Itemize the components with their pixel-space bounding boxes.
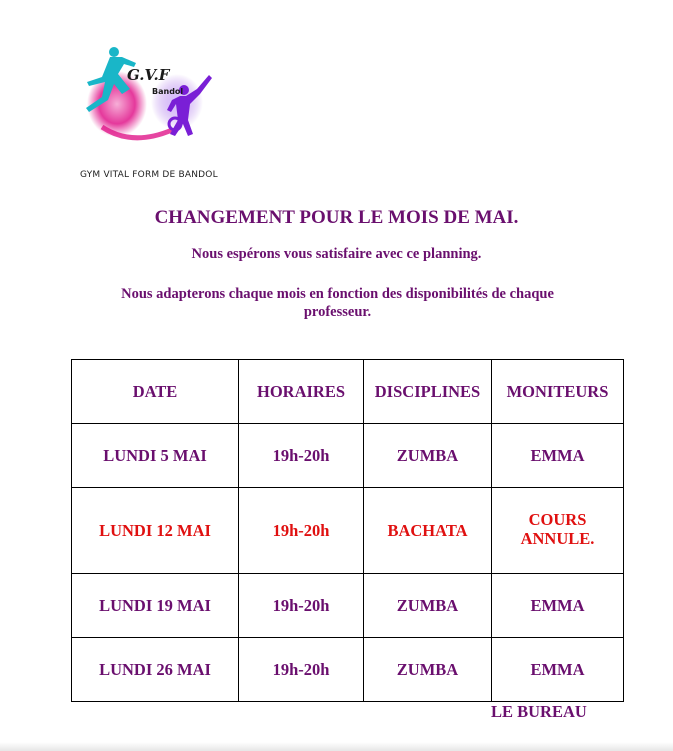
gvf-logo [72, 42, 222, 142]
header-disciplines: DISCIPLINES [364, 360, 492, 424]
cell-time: 19h-20h [239, 638, 364, 702]
cell-time: 19h-20h [239, 488, 364, 574]
cell-instructor-cancelled: COURS ANNULE. [492, 488, 624, 574]
cell-date: LUNDI 26 MAI [72, 638, 239, 702]
logo-subtext: Bandol [152, 87, 184, 96]
cell-date: LUNDI 19 MAI [72, 574, 239, 638]
schedule-table [71, 359, 624, 702]
intro-text: Nous espérons vous satisfaire avec ce planning. [191, 246, 482, 262]
table-row [72, 424, 624, 488]
page-bottom-shadow [0, 742, 673, 751]
table-row [72, 574, 624, 638]
signature: LE BUREAU [491, 702, 587, 721]
cell-discipline: ZUMBA [364, 424, 492, 488]
note-text: Nous adapterons chaque mois en fonction des disponibilités de chaque professeur. [121, 286, 554, 320]
cell-time: 19h-20h [239, 574, 364, 638]
cell-instructor: EMMA [492, 638, 624, 702]
cell-instructor: EMMA [492, 574, 624, 638]
table-row-cancelled [72, 488, 624, 574]
logo-text: G.V.F [127, 66, 170, 84]
cell-discipline: ZUMBA [364, 574, 492, 638]
header-horaires: HORAIRES [239, 360, 364, 424]
table-header-row [72, 360, 624, 424]
table-row [72, 638, 624, 702]
org-name: GYM VITAL FORM DE BANDOL [80, 170, 218, 180]
cell-date: LUNDI 5 MAI [72, 424, 239, 488]
cell-date: LUNDI 12 MAI [72, 488, 239, 574]
page-title: CHANGEMENT POUR LE MOIS DE MAI. [154, 207, 519, 228]
gvf-logo-graphic [72, 42, 222, 142]
header-moniteurs: MONITEURS [492, 360, 624, 424]
cell-discipline: ZUMBA [364, 638, 492, 702]
cell-instructor: EMMA [492, 424, 624, 488]
header-date: DATE [72, 360, 239, 424]
cell-discipline: BACHATA [364, 488, 492, 574]
cell-time: 19h-20h [239, 424, 364, 488]
